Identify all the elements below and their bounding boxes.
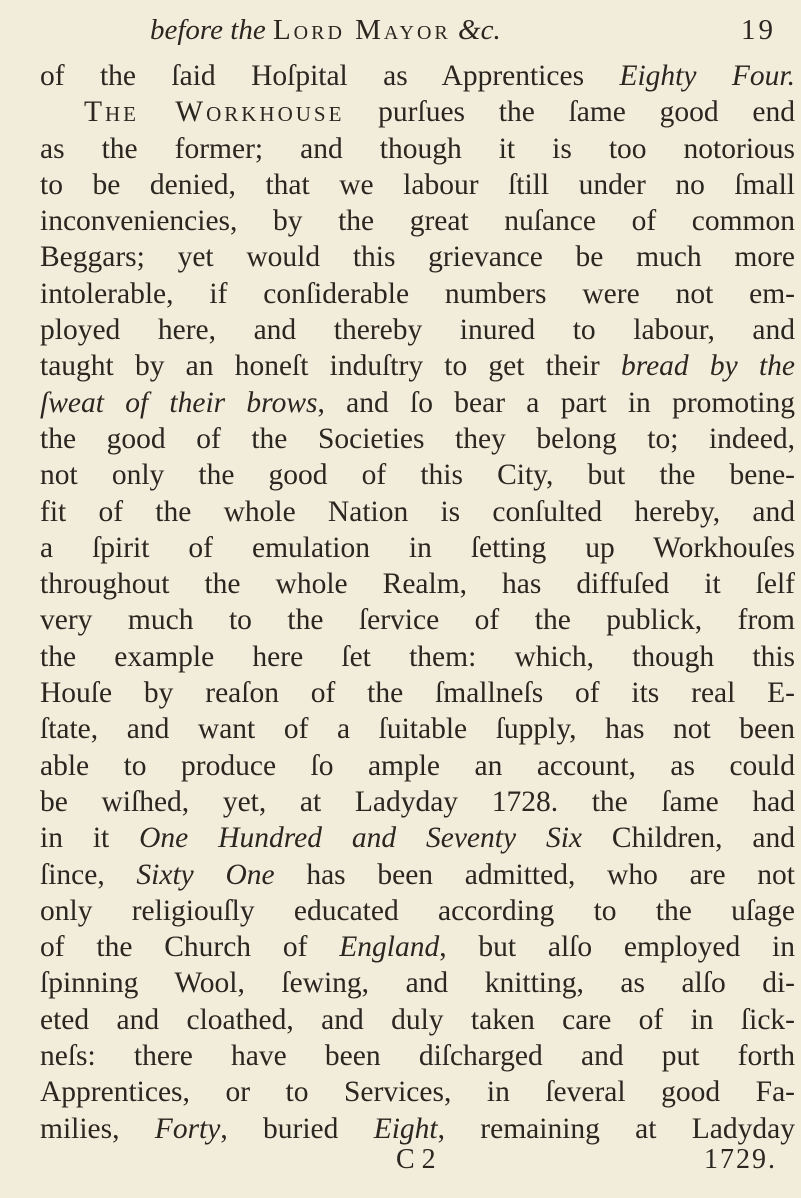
text-run: be wiſhed, yet, at Ladyday 1728. the ſame had — [40, 785, 795, 818]
text-run: purſues the ſame good end — [344, 96, 795, 129]
text-run: eted and cloathed, and duly taken care of in ſick- — [40, 1003, 795, 1036]
text-line — [40, 494, 795, 530]
header-title: Lord Mayor — [272, 14, 451, 46]
header-suffix: &c. — [458, 14, 501, 46]
text-line — [40, 1038, 795, 1074]
text-line — [40, 421, 795, 457]
text-line — [40, 711, 795, 747]
italic-text: Forty — [154, 1112, 221, 1145]
text-run: ſpinning Wool, ſewing, and knitting, as alſo di- — [40, 967, 795, 1000]
running-header — [150, 14, 790, 54]
text-run: throughout the whole Realm, has diffuſed it ſelf — [40, 568, 795, 601]
text-line — [40, 639, 795, 675]
text-line — [40, 1074, 795, 1110]
text-line — [40, 566, 795, 602]
text-run: inconveniencies, by the great nuſance of common — [40, 205, 795, 238]
text-run: ſtate, and want of a ſuitable ſupply, has not been — [40, 713, 795, 746]
text-line — [40, 893, 795, 929]
text-line — [40, 239, 795, 275]
text-line — [40, 929, 795, 965]
italic-text: England — [339, 931, 440, 964]
text-run: neſs: there have been diſcharged and put forth — [40, 1040, 795, 1073]
text-line — [40, 820, 795, 856]
text-run: in it — [40, 822, 140, 855]
text-line — [40, 348, 795, 384]
text-line — [40, 167, 795, 203]
italic-text: One Hundred and Seventy Six — [139, 822, 582, 855]
text-run: to be denied, that we labour ſtill under no ſmall — [40, 168, 795, 201]
text-run: of the Church of — [40, 931, 340, 964]
text-line — [40, 94, 795, 130]
text-line — [40, 276, 795, 312]
text-run: as the former; and though it is too notorious — [40, 132, 795, 165]
text-run: ployed here, and thereby inured to labour, and — [40, 314, 795, 347]
text-line — [40, 58, 795, 94]
text-run: , remaining at Ladyday — [437, 1112, 795, 1145]
text-line — [40, 530, 795, 566]
page-number: 19 — [741, 14, 776, 46]
text-line — [40, 965, 795, 1001]
text-run: milies, — [40, 1112, 155, 1145]
text-run: the good of the Societies they belong to; indeed, — [40, 422, 795, 455]
text-line — [40, 1111, 795, 1147]
text-run: , and ſo bear a part in promoting — [317, 386, 795, 419]
header-italic: before the — [150, 14, 266, 46]
text-line — [40, 312, 795, 348]
text-line — [40, 385, 795, 421]
text-run: taught by an honeſt induſtry to get their — [40, 350, 621, 383]
text-line — [40, 675, 795, 711]
text-run: Beggars; yet would this grievance be much more — [40, 241, 795, 274]
text-run: , buried — [220, 1112, 374, 1145]
catchword: 1729. — [704, 1144, 777, 1175]
text-line — [40, 131, 795, 167]
italic-text: Eighty Four. — [619, 60, 795, 92]
text-run: very much to the ſervice of the publick, from — [40, 604, 795, 637]
text-run: , but alſo employed in — [439, 931, 795, 964]
text-run: has been admitted, who are not — [274, 858, 795, 891]
text-run: the example here ſet them: which, though this — [40, 640, 795, 673]
body-text — [40, 58, 795, 1147]
running-title — [150, 14, 501, 47]
text-run: The Workhouse — [84, 96, 345, 129]
signature-mark: C 2 — [396, 1144, 436, 1175]
text-line — [40, 784, 795, 820]
text-run: not only the good of this City, but the bene- — [40, 459, 795, 492]
text-run: of the ſaid Hoſpital as Apprentices — [40, 60, 620, 92]
italic-text: Eight — [373, 1112, 438, 1145]
text-line — [40, 748, 795, 784]
text-line — [40, 203, 795, 239]
text-run: Houſe by reaſon of the ſmallneſs of its real E- — [40, 677, 795, 710]
text-run: intolerable, if conſiderable numbers were not em- — [40, 277, 795, 310]
italic-text: ſweat of their brows — [40, 386, 318, 419]
text-line — [40, 1002, 795, 1038]
text-line — [40, 602, 795, 638]
text-run: Apprentices, or to Services, in ſeveral good Fa- — [40, 1076, 795, 1109]
text-run: Children, and — [582, 822, 795, 855]
italic-text: Sixty One — [136, 858, 275, 891]
text-run: fit of the whole Nation is conſulted hereby, and — [40, 495, 795, 528]
text-line — [40, 457, 795, 493]
text-run: ſince, — [40, 858, 137, 891]
text-run: only religiouſly educated according to the uſage — [40, 894, 795, 927]
text-line — [40, 857, 795, 893]
italic-text: bread by the — [620, 350, 795, 383]
text-run: able to produce ſo ample an account, as could — [40, 749, 795, 782]
text-run: a ſpirit of emulation in ſetting up Workhouſes — [40, 531, 795, 564]
